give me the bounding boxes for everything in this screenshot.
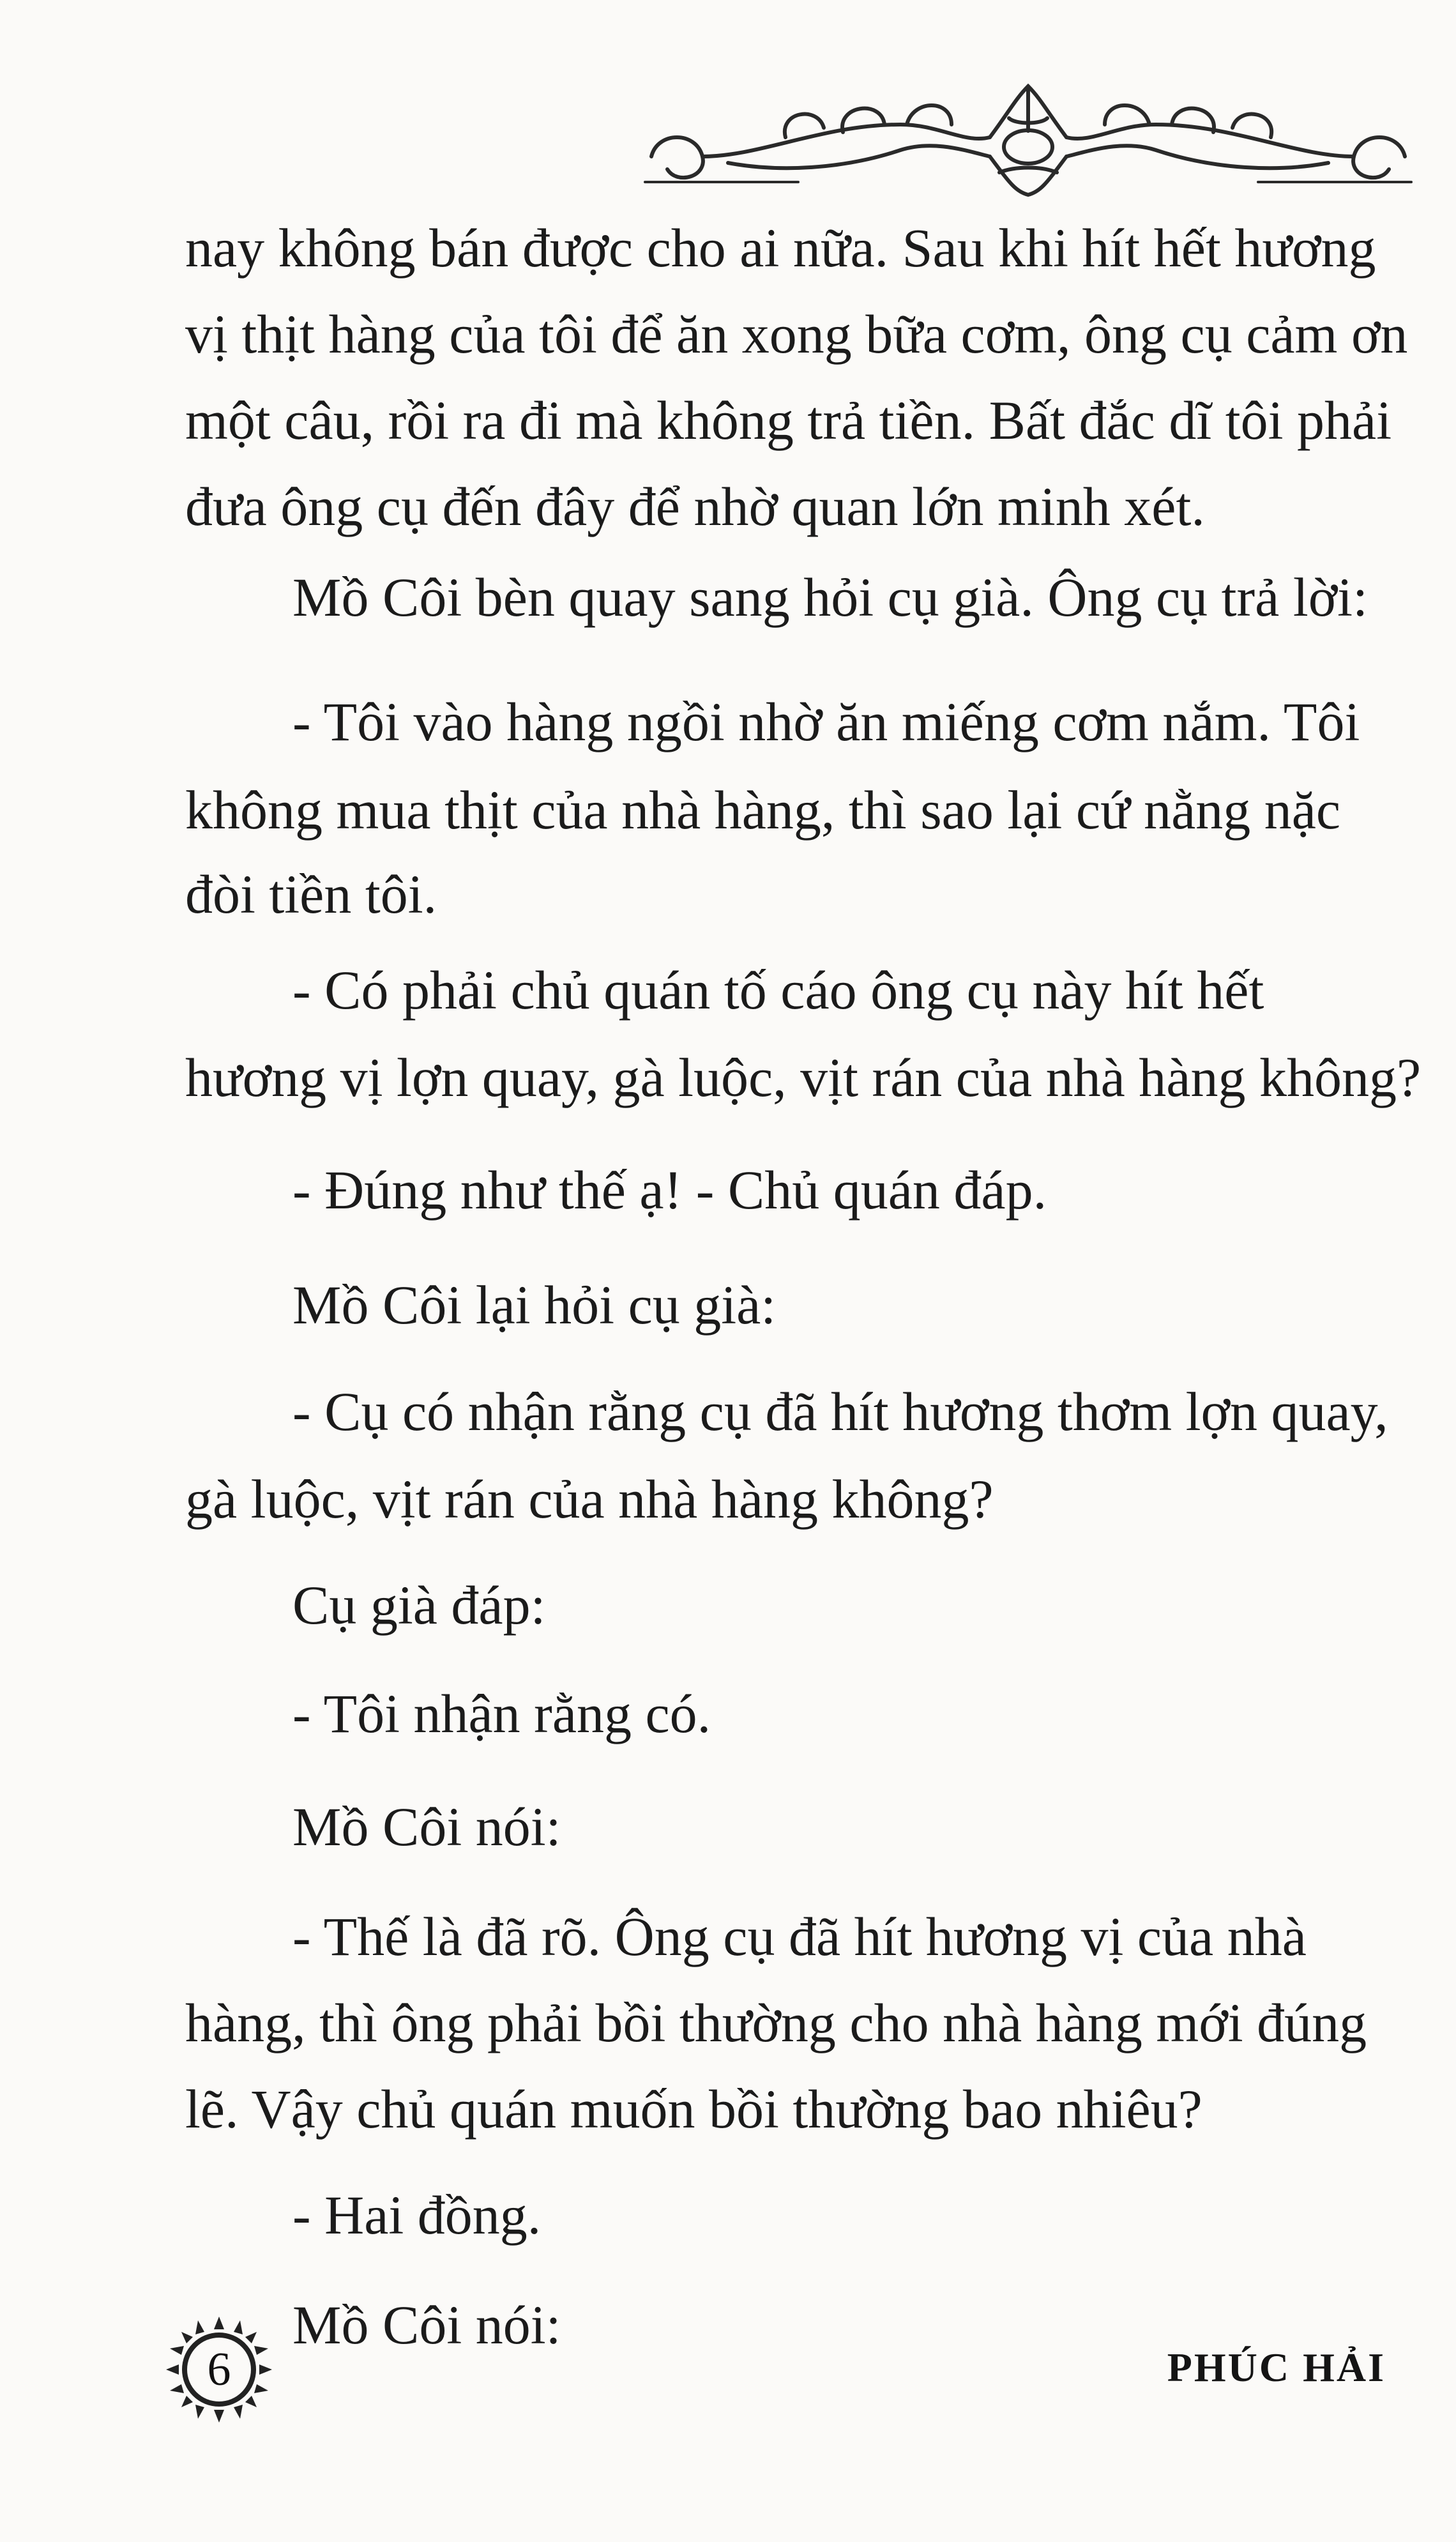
page-number: 6	[207, 2343, 231, 2396]
text-line: - Có phải chủ quán tố cáo ông cụ này hít hết	[292, 959, 1264, 1021]
text-line: đòi tiền tôi.	[185, 864, 437, 925]
text-line: Mồ Côi nói:	[292, 1796, 561, 1857]
running-title: PHÚC HẢI	[1167, 2345, 1386, 2390]
text-line: - Đúng như thế ạ! - Chủ quán đáp.	[292, 1159, 1047, 1221]
text-line: Mồ Côi lại hỏi cụ già:	[292, 1274, 777, 1336]
text-line: - Tôi nhận rằng có.	[292, 1683, 711, 1744]
text-line: - Cụ có nhận rằng cụ đã hít hương thơm lợn quay,	[292, 1381, 1388, 1442]
text-line: Mồ Côi bèn quay sang hỏi cụ già. Ông cụ trả lời:	[292, 567, 1368, 628]
text-line: hương vị lợn quay, gà luộc, vịt rán của nhà hàng không?	[185, 1047, 1422, 1108]
text-line: vị thịt hàng của tôi để ăn xong bữa cơm, ông cụ cảm ơn	[185, 303, 1408, 365]
text-line: đưa ông cụ đến đây để nhờ quan lớn minh xét.	[185, 476, 1205, 537]
text-line: hàng, thì ông phải bồi thường cho nhà hàng mới đúng	[185, 1992, 1367, 2053]
text-line: gà luộc, vịt rán của nhà hàng không?	[185, 1468, 994, 1530]
text-line: không mua thịt của nhà hàng, thì sao lại cứ nằng nặc	[185, 779, 1341, 841]
text-line: - Hai đồng.	[292, 2184, 542, 2246]
text-line: lẽ. Vậy chủ quán muốn bồi thường bao nhiêu?	[185, 2078, 1202, 2140]
text-line: Cụ già đáp:	[292, 1574, 546, 1636]
text-line: Mồ Côi nói:	[292, 2294, 561, 2356]
text-line: một câu, rồi ra đi mà không trả tiền. Bất đắc dĩ tôi phải	[185, 390, 1392, 451]
text-line: - Tôi vào hàng ngồi nhờ ăn miếng cơm nắm. Tôi	[292, 691, 1360, 752]
text-line: nay không bán được cho ai nữa. Sau khi hít hết hương	[185, 217, 1376, 278]
text-line: - Thế là đã rõ. Ông cụ đã hít hương vị của nhà	[292, 1906, 1307, 1967]
